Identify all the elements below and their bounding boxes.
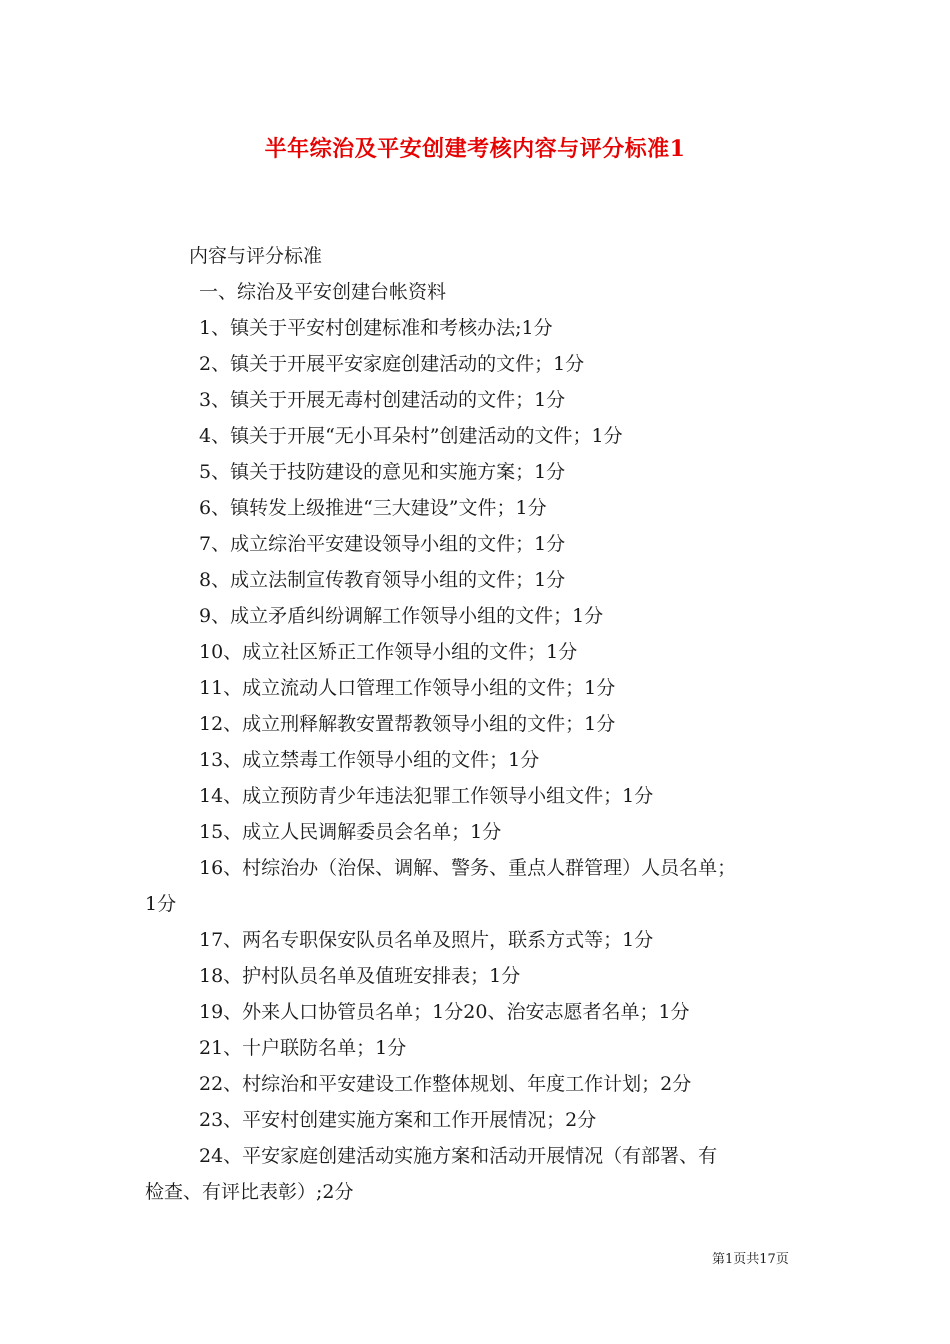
list-item: 15、成立人民调解委员会名单；1分 <box>199 821 502 843</box>
list-item: 6、镇转发上级推进“三大建设”文件；1分 <box>199 497 547 519</box>
page-number: 第1页共17页 <box>712 1252 789 1267</box>
list-item: 21、十户联防名单；1分 <box>199 1037 407 1059</box>
list-item: 4、镇关于开展“无小耳朵村”创建活动的文件；1分 <box>199 425 623 447</box>
list-item: 12、成立刑释解教安置帮教领导小组的文件；1分 <box>199 713 616 735</box>
list-item-16-line-1: 16、村综治办（治保、调解、警务、重点人群管理）人员名单； <box>199 857 737 879</box>
list-item: 1、镇关于平安村创建标准和考核办法;1分 <box>199 317 553 339</box>
document-body <box>145 238 825 1210</box>
list-item: 13、成立禁毒工作领导小组的文件；1分 <box>199 749 540 771</box>
list-item: 8、成立法制宣传教育领导小组的文件；1分 <box>199 569 566 591</box>
list-item: 9、成立矛盾纠纷调解工作领导小组的文件；1分 <box>199 605 604 627</box>
list-item: 3、镇关于开展无毒村创建活动的文件；1分 <box>199 389 566 411</box>
list-item: 10、成立社区矫正工作领导小组的文件；1分 <box>199 641 578 663</box>
list-item: 7、成立综治平安建设领导小组的文件；1分 <box>199 533 566 555</box>
list-item: 23、平安村创建实施方案和工作开展情况；2分 <box>199 1109 597 1131</box>
list-item-16-line-2: 1分 <box>145 893 177 915</box>
list-item: 5、镇关于技防建设的意见和实施方案；1分 <box>199 461 566 483</box>
list-item: 11、成立流动人口管理工作领导小组的文件；1分 <box>199 677 616 699</box>
list-item: 18、护村队员名单及值班安排表；1分 <box>199 965 521 987</box>
list-item: 17、两名专职保安队员名单及照片，联系方式等；1分 <box>199 929 654 951</box>
list-item-24-line-1: 24、平安家庭创建活动实施方案和活动开展情况（有部署、有 <box>199 1145 718 1167</box>
document-title: 半年综治及平安创建考核内容与评分标准1 <box>264 136 686 162</box>
section-one-heading: 一、综治及平安创建台帐资料 <box>199 281 447 303</box>
list-item: 14、成立预防青少年违法犯罪工作领导小组文件；1分 <box>199 785 654 807</box>
section-heading: 内容与评分标准 <box>189 245 323 267</box>
list-item: 22、村综治和平安建设工作整体规划、年度工作计划；2分 <box>199 1073 692 1095</box>
list-item-24-line-2: 检查、有评比表彰）;2分 <box>145 1181 354 1203</box>
list-item: 19、外来人口协管员名单；1分20、治安志愿者名单；1分 <box>199 1001 690 1023</box>
list-item: 2、镇关于开展平安家庭创建活动的文件；1分 <box>199 353 585 375</box>
